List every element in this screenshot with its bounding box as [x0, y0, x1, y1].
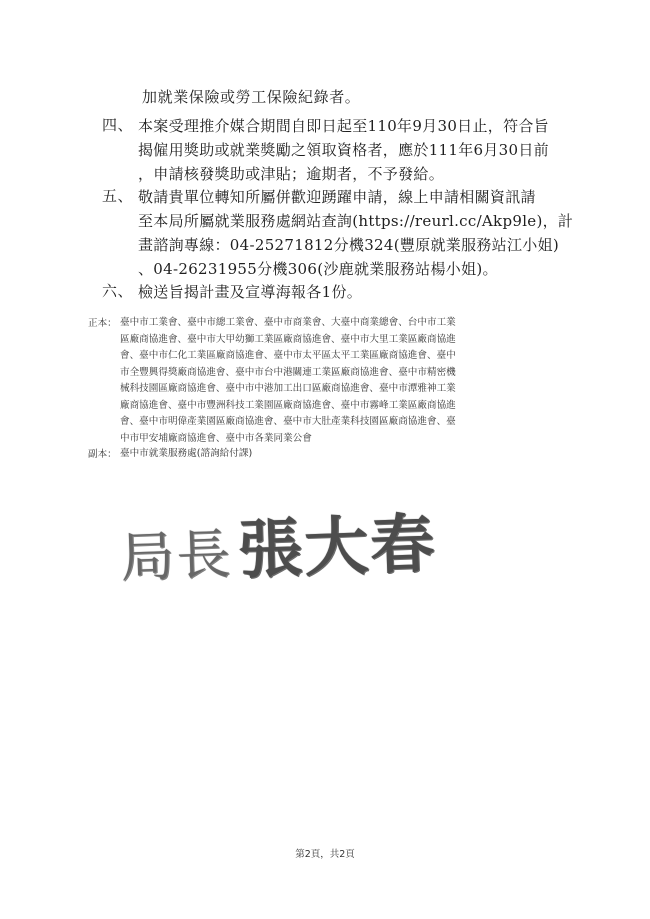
recipients-label: 正本： — [88, 318, 117, 329]
item-line: 、04-26231955分機306(沙鹿就業服務站楊小姐)。 — [138, 260, 498, 278]
recipients-line: 中市甲安埔廠商協進會、臺中市各業同業公會 — [120, 432, 312, 444]
item-line: 至本局所屬就業服務處網站查詢(https://reurl.cc/Akp9le)，計 — [138, 212, 574, 230]
signature-title: 局長 — [119, 522, 234, 590]
recipients-line: 臺中市工業會、臺中市總工業會、臺中市商業會、大臺中商業總會、台中市工業 — [120, 317, 456, 328]
signature-name: 張大春 — [236, 506, 438, 589]
item-five — [102, 185, 622, 281]
item-number: 五、 — [102, 187, 134, 205]
continuation-text: 加就業保險或勞工保險紀錄者。 — [142, 88, 361, 106]
recipients-line: 會、臺中市仁化工業區廠商協進會、臺中市太平區太平工業區廠商協進會、臺中 — [120, 350, 456, 361]
item-line: 畫諮詢專線：04-25271812分機324(豐原就業服務站江小姐) — [138, 236, 560, 254]
item-line: ，申請核發獎助或津貼；逾期者，不予發給。 — [138, 165, 445, 183]
recipients-line: 區廠商協進會、臺中市大甲幼獅工業區廠商協進會、臺中市大里工業區廠商協進 — [120, 333, 456, 345]
item-line: 檢送旨揭計畫及宣導海報各1份。 — [138, 283, 363, 301]
item-number: 六、 — [102, 282, 134, 300]
director-signature-stamp — [118, 493, 437, 596]
recipients-line: 會、臺中市明偉產業園區廠商協進會、臺中市大肚產業科技園區廠商協進會、臺 — [120, 416, 456, 427]
copy-to-block — [88, 446, 588, 463]
recipients-block — [88, 315, 588, 447]
recipients-line: 械科技園區廠商協進會、臺中市中港加工出口區廠商協進會、臺中市潭雅神工業 — [120, 383, 456, 394]
copy-to-label: 副本： — [88, 449, 117, 460]
item-number: 四、 — [102, 116, 134, 134]
item-line: 本案受理推介媒合期間自即日起至110年9月30日止，符合旨 — [138, 117, 549, 135]
item-line: 揭僱用獎助或就業獎勵之領取資格者，應於111年6月30日前 — [138, 141, 549, 159]
item-line: 敬請貴單位轉知所屬併歡迎踴躍申請，線上申請相關資訊請 — [138, 188, 536, 206]
item-six — [102, 280, 622, 304]
item-four — [102, 114, 622, 186]
recipients-line: 市全豐興得獎廠商協進會、臺中市台中港關連工業區廠商協進會、臺中市精密機 — [120, 366, 456, 378]
recipients-line: 廠商協進會、臺中市豐洲科技工業園區廠商協進會、臺中市霧峰工業區廠商協進 — [120, 399, 456, 411]
page-number: 第2頁，共2頁 — [295, 849, 355, 860]
copy-to-value: 臺中市就業服務處(諮詢給付課) — [120, 448, 253, 459]
